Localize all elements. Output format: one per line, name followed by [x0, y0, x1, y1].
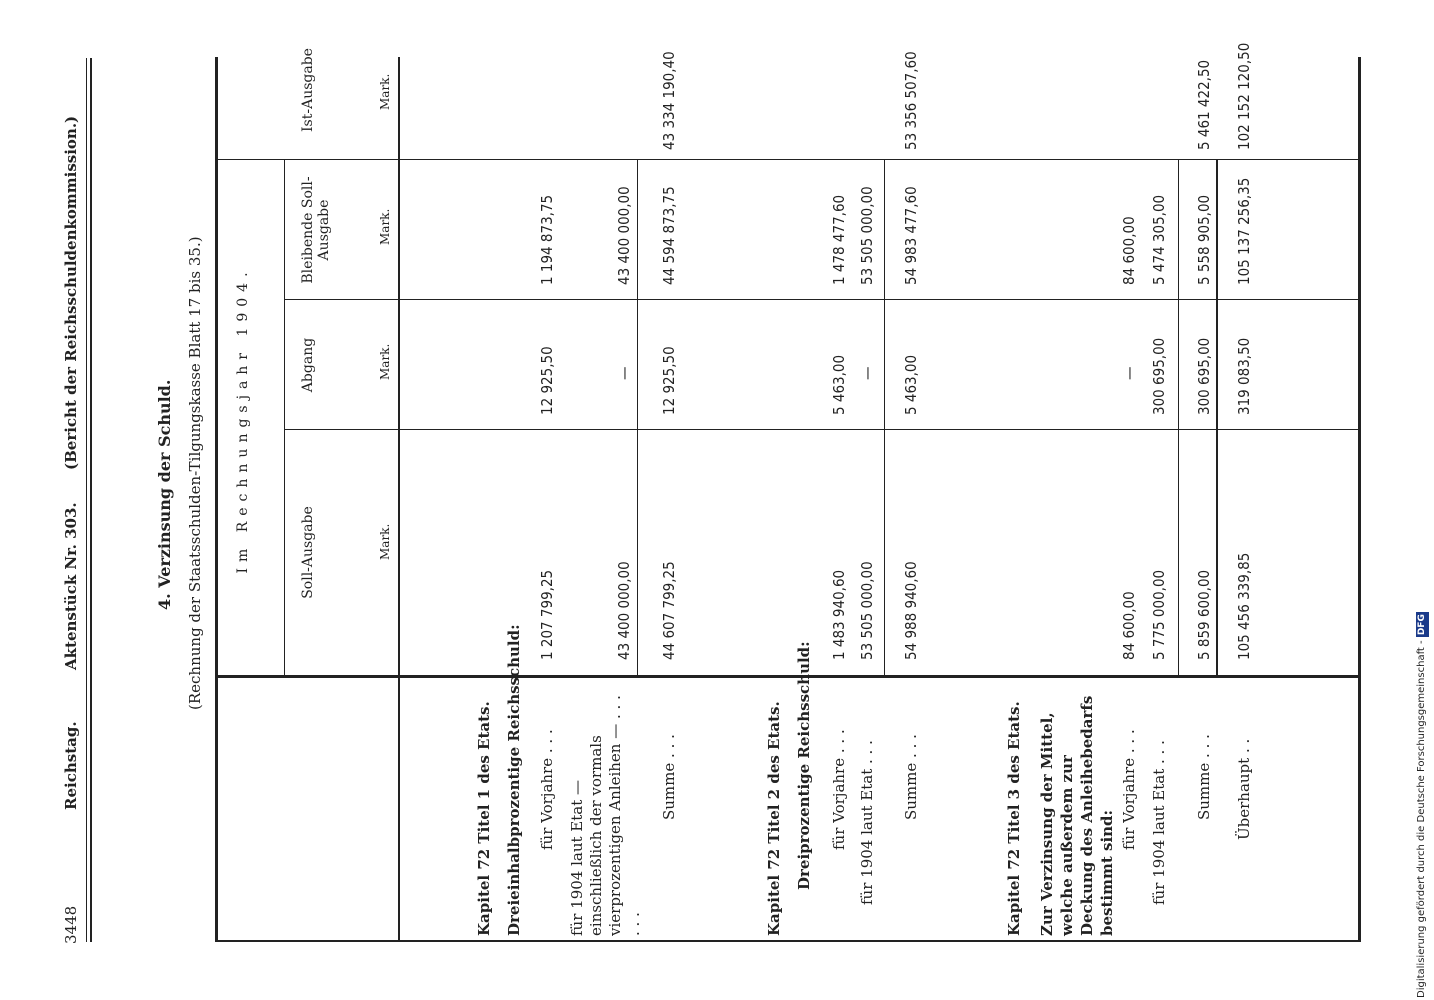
- unit-label: Mark.: [378, 208, 392, 245]
- cell: 1 207 799,25: [538, 569, 556, 660]
- col4-border: [215, 159, 1360, 160]
- row-label: Überhaupt . .: [1235, 738, 1253, 840]
- row-label: Summe . . .: [660, 734, 678, 820]
- table-top-rule: [215, 57, 218, 942]
- row-label: für 1904 laut Etat . . .: [1150, 740, 1168, 905]
- unit-label: Mark.: [378, 343, 392, 380]
- cell: 54 983 477,60: [902, 186, 920, 285]
- cell: 5 463,00: [830, 354, 848, 415]
- sum-rule: [637, 160, 638, 675]
- cell: 43 400 000,00: [615, 186, 633, 285]
- sum-rule: [884, 160, 885, 675]
- row-label: für Vorjahre . . .: [830, 729, 848, 850]
- row-label: Summe . . .: [1195, 734, 1213, 820]
- cell: 43 334 190,40: [660, 51, 678, 150]
- cell: 44 594 873,75: [660, 186, 678, 285]
- cell: 105 137 256,35: [1235, 177, 1253, 285]
- cell: 54 988 940,60: [902, 561, 920, 660]
- row-label: für Vorjahre . . .: [1120, 729, 1138, 850]
- section-title-2: Kapitel 72 Titel 2 des Etats.: [765, 701, 783, 936]
- row-label: für 1904 laut Etat — einschließlich der vormals vierprozentigen Anleihen — . . . . . .: [568, 695, 643, 936]
- col2-border: [284, 429, 1360, 430]
- section-subtitle-2: Dreiprozentige Reichsschuld:: [795, 641, 813, 890]
- section-subtitle: (Rechnung der Staatsschulden-Tilgungskasse Blatt 17 bis 35.): [186, 236, 204, 710]
- col-soll-ausgabe: Soll-Ausgabe: [300, 506, 316, 599]
- section-title-1: Kapitel 72 Titel 1 des Etats.: [475, 701, 493, 936]
- section-subtitle-3: Zur Verzinsung der Mittel, welche außerdem zur Deckung des Anleihebedarfs bestimmt sind:: [1038, 695, 1116, 936]
- cell: 84 600,00: [1120, 591, 1138, 660]
- cell: —: [615, 366, 633, 380]
- cell: 1 483 940,60: [830, 569, 848, 660]
- digitization-text: Digitalisierung gefördert durch die Deutsche Forschungsgemeinschaft -: [1416, 640, 1427, 998]
- cell: 84 600,00: [1120, 216, 1138, 285]
- cell: 5 558 905,00: [1195, 194, 1213, 285]
- col-abgang: Abgang: [300, 337, 316, 393]
- row-label: für 1904 laut Etat . . .: [858, 740, 876, 905]
- header-bericht: (Bericht der Reichsschuldenkommission.): [62, 115, 80, 470]
- cell: 5 775 000,00: [1150, 569, 1168, 660]
- header-rule-2: [90, 58, 92, 942]
- unit-row-border: [398, 57, 400, 942]
- cell: 1 194 873,75: [538, 194, 556, 285]
- cell: 12 925,50: [538, 346, 556, 415]
- group-header: Im Rechnungsjahr 1904.: [235, 266, 251, 574]
- col-ist-ausgabe: Ist-Ausgabe: [300, 48, 316, 132]
- spacer-2: [215, 677, 216, 678]
- cell: 43 400 000,00: [615, 561, 633, 660]
- cell: 102 152 120,50: [1235, 42, 1253, 150]
- cell: —: [1120, 366, 1138, 380]
- cell: 300 695,00: [1195, 337, 1213, 415]
- unit-label: Mark.: [378, 523, 392, 560]
- cell: 1 478 477,60: [830, 194, 848, 285]
- cell: 105 456 339,85: [1235, 552, 1253, 660]
- cell: 53 505 000,00: [858, 561, 876, 660]
- cell: 319 083,50: [1235, 337, 1253, 415]
- col-bleibende: Bleibende Soll-Ausgabe: [300, 176, 332, 284]
- group-header-rule: [284, 160, 285, 678]
- header-rule: [86, 58, 87, 942]
- digitization-note: [1412, 8, 1432, 998]
- cell: 12 925,50: [660, 346, 678, 415]
- cell: 5 474 305,00: [1150, 194, 1168, 285]
- label-column-border: [215, 675, 1360, 678]
- total-rule: [1216, 160, 1218, 675]
- section-title: 4. Verzinsung der Schuld.: [155, 379, 174, 610]
- cell: 53 356 507,60: [902, 51, 920, 150]
- cell: 53 505 000,00: [858, 186, 876, 285]
- table-bottom-rule: [1358, 57, 1361, 942]
- cell: —: [858, 366, 876, 380]
- section-subtitle-1: Dreieinhalbprozentige Reichsschuld:: [505, 624, 523, 936]
- page-number: 3448: [62, 905, 80, 944]
- col3-border: [284, 299, 1360, 300]
- row-label: Summe . . .: [902, 734, 920, 820]
- header-aktenstueck: Aktenstück Nr. 303.: [62, 502, 80, 670]
- spacer-3: [215, 159, 216, 160]
- header-reichstag: Reichstag.: [62, 721, 80, 810]
- table-left-border: [215, 940, 1360, 942]
- sum-rule: [1178, 160, 1179, 675]
- cell: 44 607 799,25: [660, 561, 678, 660]
- unit-label: Mark.: [378, 73, 392, 110]
- cell: 5 463,00: [902, 354, 920, 415]
- row-label: für Vorjahre . . .: [538, 729, 556, 850]
- section-title-3: Kapitel 72 Titel 3 des Etats.: [1005, 701, 1023, 936]
- cell: 300 695,00: [1150, 337, 1168, 415]
- cell: 5 461 422,50: [1195, 59, 1213, 150]
- dfg-logo: DFG: [1417, 614, 1427, 636]
- cell: 5 859 600,00: [1195, 569, 1213, 660]
